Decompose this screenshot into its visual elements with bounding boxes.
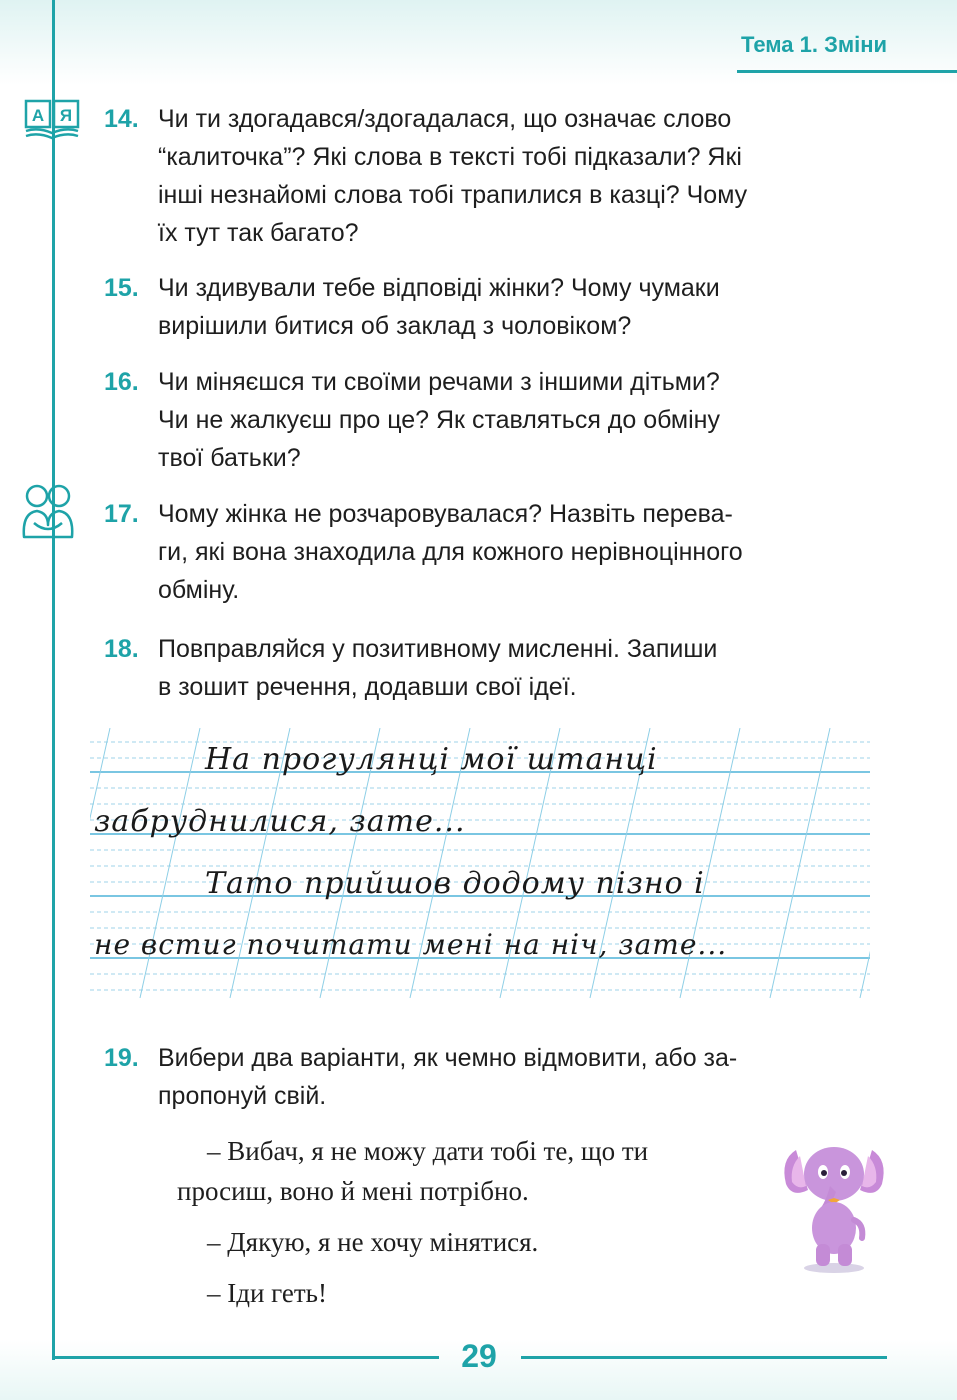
task-line: вирішили битися об заклад з чоловіком? xyxy=(158,312,632,340)
task-line: ги, які вона знаходила для кожного нерівноцінного xyxy=(158,538,743,566)
task-17 xyxy=(104,495,869,609)
pair-people-icon xyxy=(20,483,76,541)
task-line: пропонуй свій. xyxy=(158,1082,327,1110)
task-line: Чи здивували тебе відповіді жінки? Чому чумаки xyxy=(158,274,720,302)
task-number: 16. xyxy=(104,368,139,396)
topic-title: Тема 1. Зміни xyxy=(741,32,888,57)
task-line: їх тут так багато? xyxy=(158,219,359,247)
reply-option-1-line-1: – Вибач, я не можу дати тобі те, що ти xyxy=(207,1136,649,1166)
task-19 xyxy=(104,1039,869,1115)
abc-icon-letter-a: А xyxy=(31,106,45,125)
handwriting-line-4: не встиг почитати мені на ніч, зате... xyxy=(94,928,728,961)
task-number: 18. xyxy=(104,635,139,663)
footer-rule-right xyxy=(521,1356,887,1359)
task-15 xyxy=(104,269,869,345)
elephant-mascot-icon xyxy=(778,1140,890,1275)
footer-rule-left xyxy=(52,1356,439,1359)
task-line: Повправляйся у позитивному мисленні. Запиши xyxy=(158,635,718,663)
handwriting-line-3: Тато прийшов додому пізно і xyxy=(205,866,705,901)
task-line: Чи не жалкуєш про це? Як ставляться до обміну xyxy=(158,406,720,434)
abc-icon-letter-ya: Я xyxy=(59,106,73,125)
reply-option-2: – Дякую, я не хочу мінятися. xyxy=(207,1227,539,1257)
reply-option-3: – Іди геть! xyxy=(207,1278,327,1308)
book-abc-icon xyxy=(24,97,80,141)
task-line: обміну. xyxy=(158,576,240,604)
task-number: 19. xyxy=(104,1044,139,1072)
task-line: Чи ти здогадався/здогадалася, що означає слово xyxy=(158,105,732,133)
handwriting-line-1: На прогулянці мої штанці xyxy=(205,742,658,777)
handwriting-line-2: забруднилися, зате... xyxy=(94,804,466,839)
page-number: 29 xyxy=(461,1338,497,1374)
task-number: 17. xyxy=(104,500,139,528)
task-number: 14. xyxy=(104,105,139,133)
task-number: 15. xyxy=(104,274,139,302)
task-line: інші незнайомі слова тобі трапилися в казці? Чому xyxy=(158,181,748,209)
margin-rule xyxy=(52,0,55,1360)
task-line: Чи міняєшся ти своїми речами з іншими дітьми? xyxy=(158,368,720,396)
task-line: в зошит речення, додавши свої ідеї. xyxy=(158,673,577,701)
task-line: “калиточка”? Які слова в тексті тобі підказали? Які xyxy=(158,143,742,171)
task-line: Чому жінка не розчаровувалася? Назвіть перева- xyxy=(158,500,733,528)
task-16 xyxy=(104,363,869,477)
task-line: твої батьки? xyxy=(158,444,301,472)
task-14 xyxy=(104,100,869,252)
task-18 xyxy=(104,630,869,706)
task-line: Вибери два варіанти, як чемно відмовити, або за- xyxy=(158,1044,738,1072)
reply-option-1-line-2: просиш, воно й мені потрібно. xyxy=(177,1176,529,1206)
topic-underline xyxy=(737,70,957,73)
